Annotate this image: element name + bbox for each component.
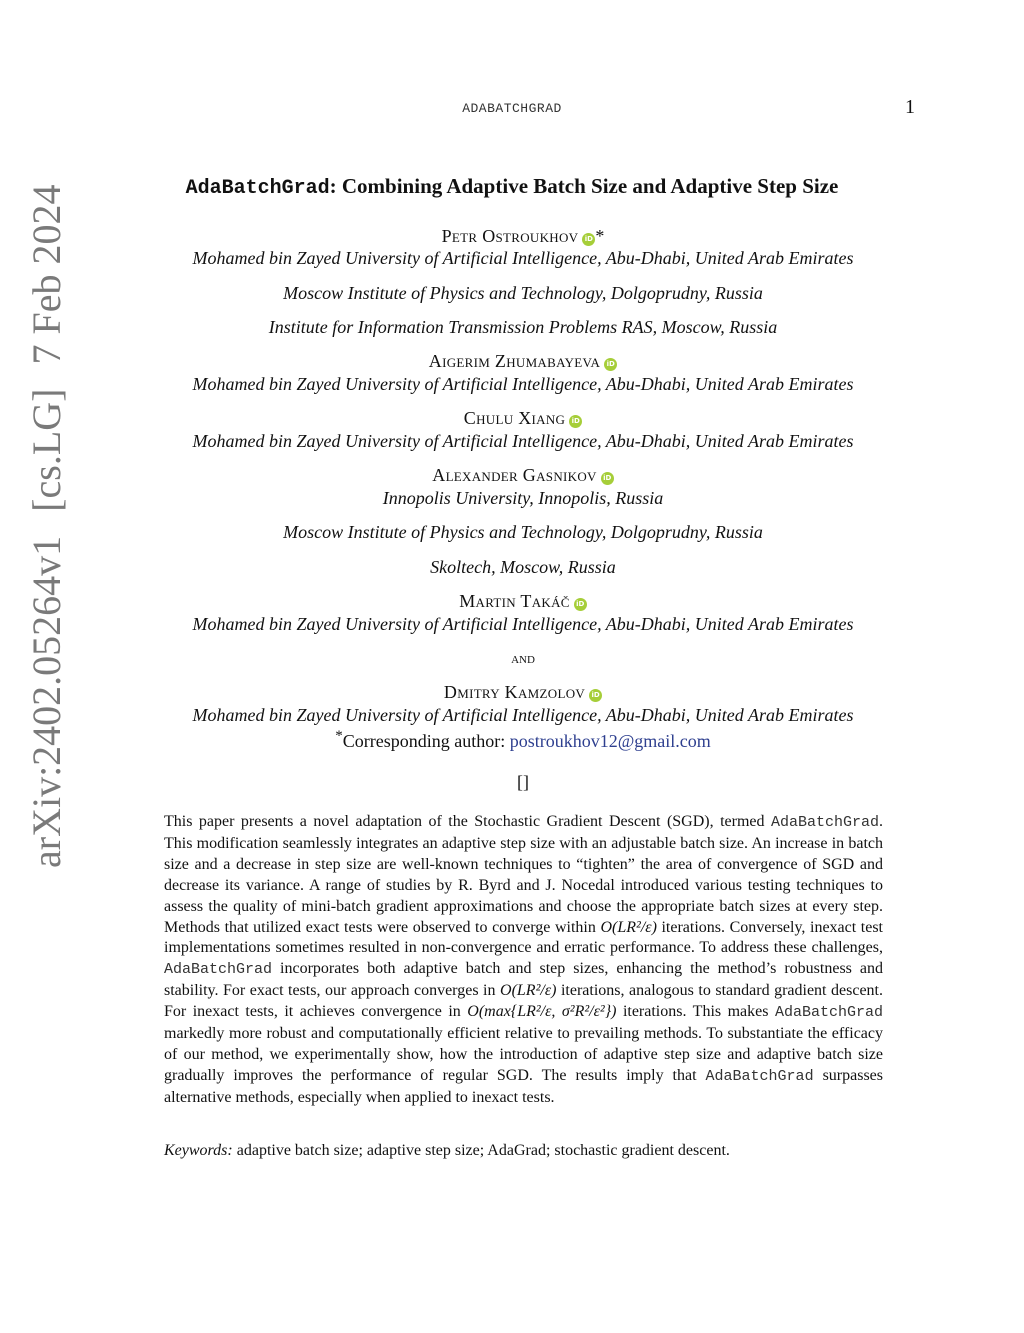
keywords-label: Keywords: bbox=[164, 1142, 233, 1159]
author-name: Aigerim Zhumabayeva bbox=[428, 351, 601, 371]
orcid-icon[interactable]: iD bbox=[604, 358, 617, 371]
author-marker: * bbox=[595, 226, 605, 246]
orcid-icon[interactable]: iD bbox=[582, 233, 595, 246]
author-2 bbox=[120, 351, 926, 372]
math-expression: O(max{LR²/ε, σ²R²/ε²}) bbox=[467, 1003, 617, 1021]
affiliation: Mohamed bin Zayed University of Artificial Intelligence, Abu-Dhabi, United Arab Emirates bbox=[192, 705, 854, 725]
affiliation: Mohamed bin Zayed University of Artificial Intelligence, Abu-Dhabi, United Arab Emirates bbox=[192, 614, 854, 634]
author-name: Chulu Xiang bbox=[463, 408, 566, 428]
author-4 bbox=[120, 465, 926, 486]
empty-brackets: [] bbox=[517, 772, 529, 792]
arxiv-category: [cs.LG] bbox=[24, 388, 69, 512]
and-separator: and bbox=[511, 650, 535, 667]
abstract-text: This paper presents a novel adaptation of the Stochastic Gradient Descent (SGD), termed bbox=[164, 813, 771, 830]
affiliation: Mohamed bin Zayed University of Artificial Intelligence, Abu-Dhabi, United Arab Emirates bbox=[192, 431, 854, 451]
affiliation: Moscow Institute of Physics and Technology, Dolgoprudny, Russia bbox=[283, 522, 763, 542]
author-name: Alexander Gasnikov bbox=[432, 465, 597, 485]
code-name: AdaBatchGrad bbox=[770, 814, 879, 831]
author-3 bbox=[120, 408, 926, 429]
author-name: Martin Takáč bbox=[459, 591, 570, 611]
paper-title bbox=[0, 174, 1024, 200]
abstract-text: iterations. This makes bbox=[616, 1003, 775, 1021]
code-name: AdaBatchGrad bbox=[774, 1004, 884, 1022]
affiliation: Innopolis University, Innopolis, Russia bbox=[382, 488, 664, 508]
abstract-text: iterations. Conversely, inexact test implementations sometimes resulted in non-convergence and erratic performance. To address these challenges, bbox=[164, 918, 883, 957]
title-rest: : Combining Adaptive Batch Size and Adaptive Step Size bbox=[329, 174, 839, 198]
author-5 bbox=[120, 591, 926, 612]
abstract-text: iterations, analogous to standard gradient descent. For inexact tests, it achieves convergence in bbox=[164, 982, 883, 1021]
keywords-text: adaptive batch size; adaptive step size; AdaGrad; stochastic gradient descent. bbox=[232, 1142, 730, 1159]
affiliation: Moscow Institute of Physics and Technology, Dolgoprudny, Russia bbox=[283, 283, 763, 303]
author-6 bbox=[120, 682, 926, 703]
page-number: 1 bbox=[905, 96, 915, 118]
corresponding-marker: * bbox=[335, 728, 343, 744]
affiliation: Institute for Information Transmission Problems RAS, Moscow, Russia bbox=[268, 317, 778, 337]
abstract bbox=[164, 812, 883, 1109]
orcid-icon[interactable]: iD bbox=[574, 598, 587, 611]
orcid-icon[interactable]: iD bbox=[589, 689, 602, 702]
author-name: Petr Ostroukhov bbox=[441, 226, 579, 246]
abstract-text: incorporates both adaptive batch and step sizes, enhancing the method’s robustness and stability. For exact tests, our approach converges in bbox=[164, 960, 883, 1000]
math-expression: O(LR²/ε) bbox=[600, 918, 657, 936]
abstract-text: surpasses alternative methods, especially when applied to inexact tests. bbox=[164, 1066, 884, 1106]
author-1 bbox=[120, 226, 926, 247]
author-name: Dmitry Kamzolov bbox=[443, 682, 586, 702]
abstract-text: . This modification seamlessly integrates an adaptive step size with an adjustable batch size. An increase in batch size and a decrease in step size are well-known techniques to “tighten” the area of convergence of SGD and decrease its variance. A range of studies by R. Byrd and J. Nocedal introduced various testing techniques to assess the quality of mini-batch gradient approximations and choose the appropriate batch sizes at every step. Methods that utilized exact tests were observed to converge within bbox=[164, 813, 883, 936]
code-name: AdaBatchGrad bbox=[164, 961, 273, 979]
code-name: AdaBatchGrad bbox=[705, 1067, 814, 1085]
arxiv-id: arXiv:2402.05264v1 bbox=[24, 535, 69, 868]
title-code-name: AdaBatchGrad bbox=[185, 177, 330, 200]
abstract-text: markedly more robust and computationally efficient relative to prevailing methods. To substantiate the efficacy of our method, we experimentally show, how the introduction of adaptive step size and adaptive batch size gradually improves the performance of regular SGD. The results imply that bbox=[164, 1025, 883, 1084]
affiliation: Mohamed bin Zayed University of Artificial Intelligence, Abu-Dhabi, United Arab Emirates bbox=[192, 248, 854, 268]
corresponding-author bbox=[120, 728, 926, 752]
affiliation: Mohamed bin Zayed University of Artificial Intelligence, Abu-Dhabi, United Arab Emirates bbox=[192, 374, 854, 394]
keywords bbox=[164, 1142, 883, 1160]
corresponding-label: Corresponding author: bbox=[342, 731, 510, 751]
arxiv-date: 7 Feb 2024 bbox=[24, 184, 69, 365]
arxiv-stamp bbox=[22, 184, 72, 880]
orcid-icon[interactable]: iD bbox=[569, 415, 582, 428]
email-link[interactable]: postroukhov12@gmail.com bbox=[509, 731, 711, 751]
orcid-icon[interactable]: iD bbox=[601, 472, 614, 485]
math-expression: O(LR²/ε) bbox=[500, 982, 557, 1000]
affiliation: Skoltech, Moscow, Russia bbox=[430, 557, 616, 577]
running-head: ADABATCHGRAD bbox=[462, 101, 562, 116]
